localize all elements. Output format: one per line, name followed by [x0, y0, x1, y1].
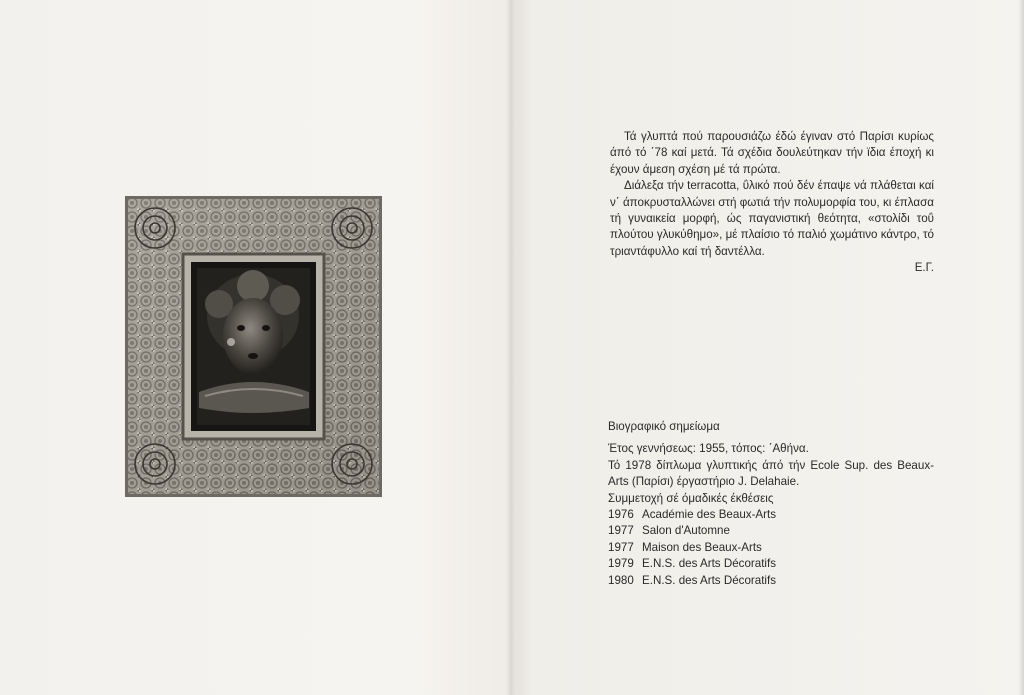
- exhibition-item: [608, 540, 934, 556]
- exhibition-name: E.N.S. des Arts Décoratifs: [642, 557, 777, 571]
- statement-paragraph-1: Τά γλυπτά πού παρουσιάζω έδώ έγιναν στό Παρίσι κυρίως άπό τό ΄78 καί μετά. Τά σχέδια δουλεύτηκαν τήν ϊδια έποχή κι έχουν άμεση σχέση μέ τά πρώτα.: [610, 130, 934, 176]
- exhibition-item: [608, 523, 934, 539]
- exhibition-year: 1977: [608, 524, 634, 538]
- exhibition-year: 1980: [608, 573, 634, 587]
- signature-initials: Ε.Γ.: [914, 261, 934, 275]
- artist-statement: [610, 129, 934, 277]
- statement-paragraph-2: Διάλεξα τήν terracotta, ΰλικό πού δέν έπαψε νά πλάθεται καί ν΄ άποκρυσταλλώνει στή φωτιά τήν πολυμορφία του, κι έπλασα τή γυναικεία μορφή, ώς παγανιστική θεότητα, «στολίδι τοΰ πλούτου γλυκύθημο», μέ πλαίσιο τό παλιό χωμάτινο κάντρο, τό τριαντάφυλλο καί τή δαντέλλα.: [610, 179, 934, 258]
- exhibition-name: Maison des Beaux-Arts: [642, 540, 762, 554]
- biography-heading: Βιογραφικό σημείωμα: [608, 420, 720, 433]
- biography: [608, 419, 934, 589]
- exhibition-year: 1976: [608, 508, 634, 522]
- left-page: [0, 0, 510, 695]
- page-edge-shadow: [1018, 0, 1024, 695]
- birth-info: Έτος γεννήσεως: 1955, τόπος: ΄Αθήνα.: [608, 442, 809, 456]
- group-exhibitions-label: Συμμετοχή σέ όμαδικές έκθέσεις: [608, 491, 774, 505]
- exhibition-item: [608, 507, 934, 523]
- exhibition-name: E.N.S. des Arts Décoratifs: [642, 573, 777, 587]
- right-page: [512, 0, 1024, 695]
- exhibition-name: Salon d'Automne: [642, 524, 730, 538]
- framed-relief-image: [125, 196, 382, 497]
- exhibition-item: [608, 556, 934, 572]
- sculpture-photo: [125, 196, 382, 497]
- diploma-info: Τό 1978 δίπλωμα γλυπτικής άπό τήν Ecole Sup. des Beaux-Arts (Παρίσι) έργαστήριο J. Delahaie.: [608, 458, 934, 489]
- exhibition-item: [608, 573, 934, 589]
- exhibition-year: 1977: [608, 540, 634, 554]
- exhibition-list: [608, 507, 934, 589]
- exhibition-year: 1979: [608, 557, 634, 571]
- exhibition-name: Académie des Beaux-Arts: [642, 508, 777, 522]
